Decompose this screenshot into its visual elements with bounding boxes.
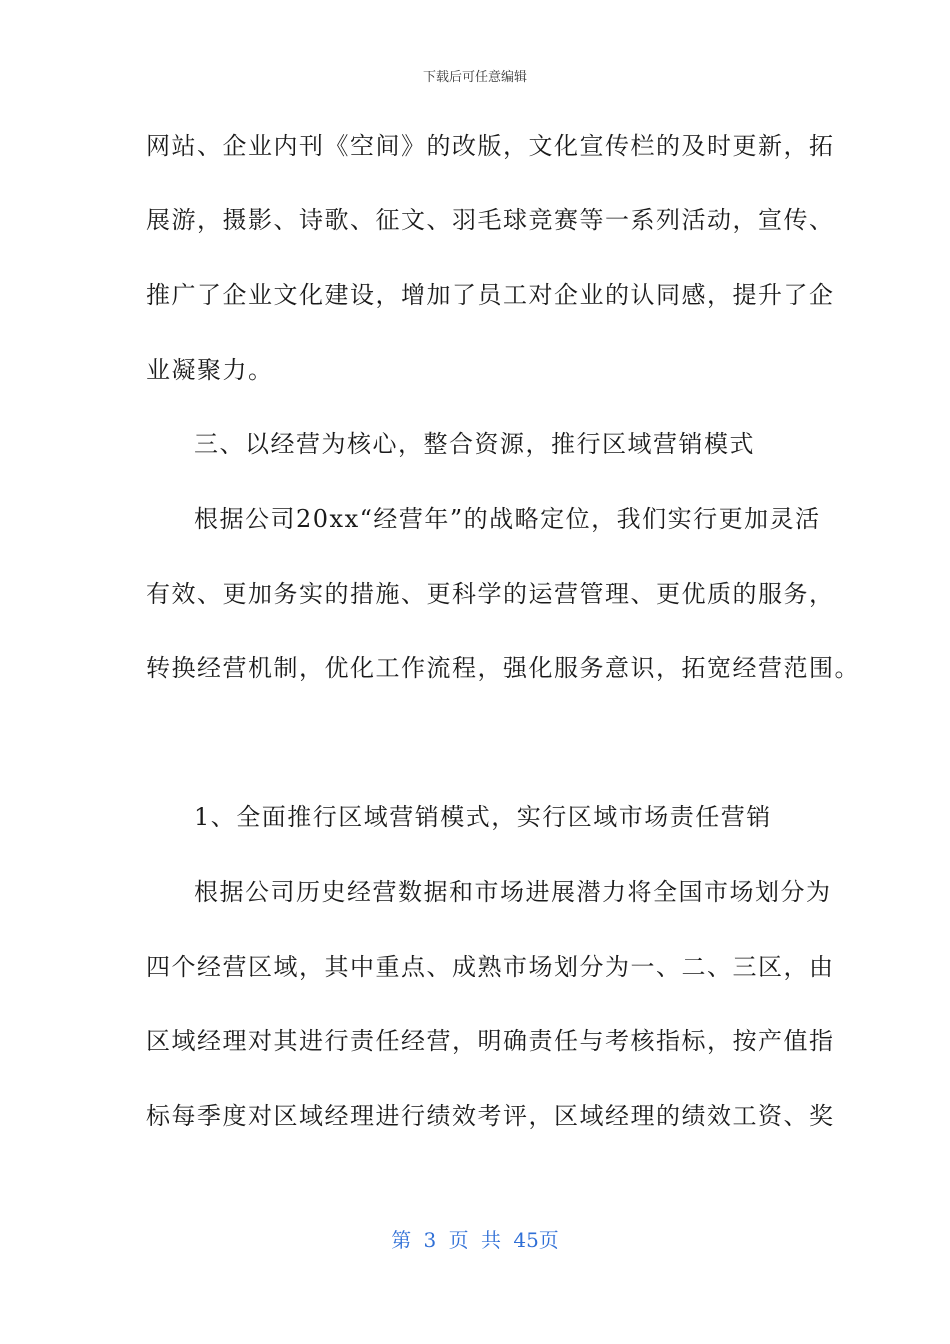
page-header: 下载后可任意编辑 [422, 70, 527, 85]
text-line-8: 转换经营机制，优化工作流程，强化服务意识，拓宽经营范围。 [146, 654, 860, 682]
text-line-13: 标每季度对区域经理进行绩效考评，区域经理的绩效工资、奖 [146, 1102, 835, 1130]
subsection-heading: 1、全面推行区域营销模式，实行区域市场责任营销 [194, 803, 772, 831]
section-heading: 三、以经营为核心，整合资源，推行区域营销模式 [194, 430, 755, 458]
text-line-4: 业凝聚力。 [146, 356, 274, 384]
text-line-6: 根据公司20xx“经营年”的战略定位，我们实行更加灵活 [194, 505, 821, 533]
text-line-12: 区域经理对其进行责任经营，明确责任与考核指标，按产值指 [146, 1027, 835, 1055]
text-line-11: 四个经营区域，其中重点、成熟市场划分为一、二、三区，由 [146, 953, 835, 981]
text-line-10: 根据公司历史经营数据和市场进展潜力将全国市场划分为 [194, 878, 832, 906]
text-line-1: 网站、企业内刊《空间》的改版，文化宣传栏的及时更新，拓 [146, 132, 835, 160]
page-footer: 第 3 页 共 45页 [391, 1228, 559, 1252]
text-line-3: 推广了企业文化建设，增加了员工对企业的认同感，提升了企 [146, 281, 835, 309]
text-line-2: 展游，摄影、诗歌、征文、羽毛球竞赛等一系列活动，宣传、 [146, 206, 835, 234]
text-line-7: 有效、更加务实的措施、更科学的运营管理、更优质的服务， [146, 580, 835, 608]
